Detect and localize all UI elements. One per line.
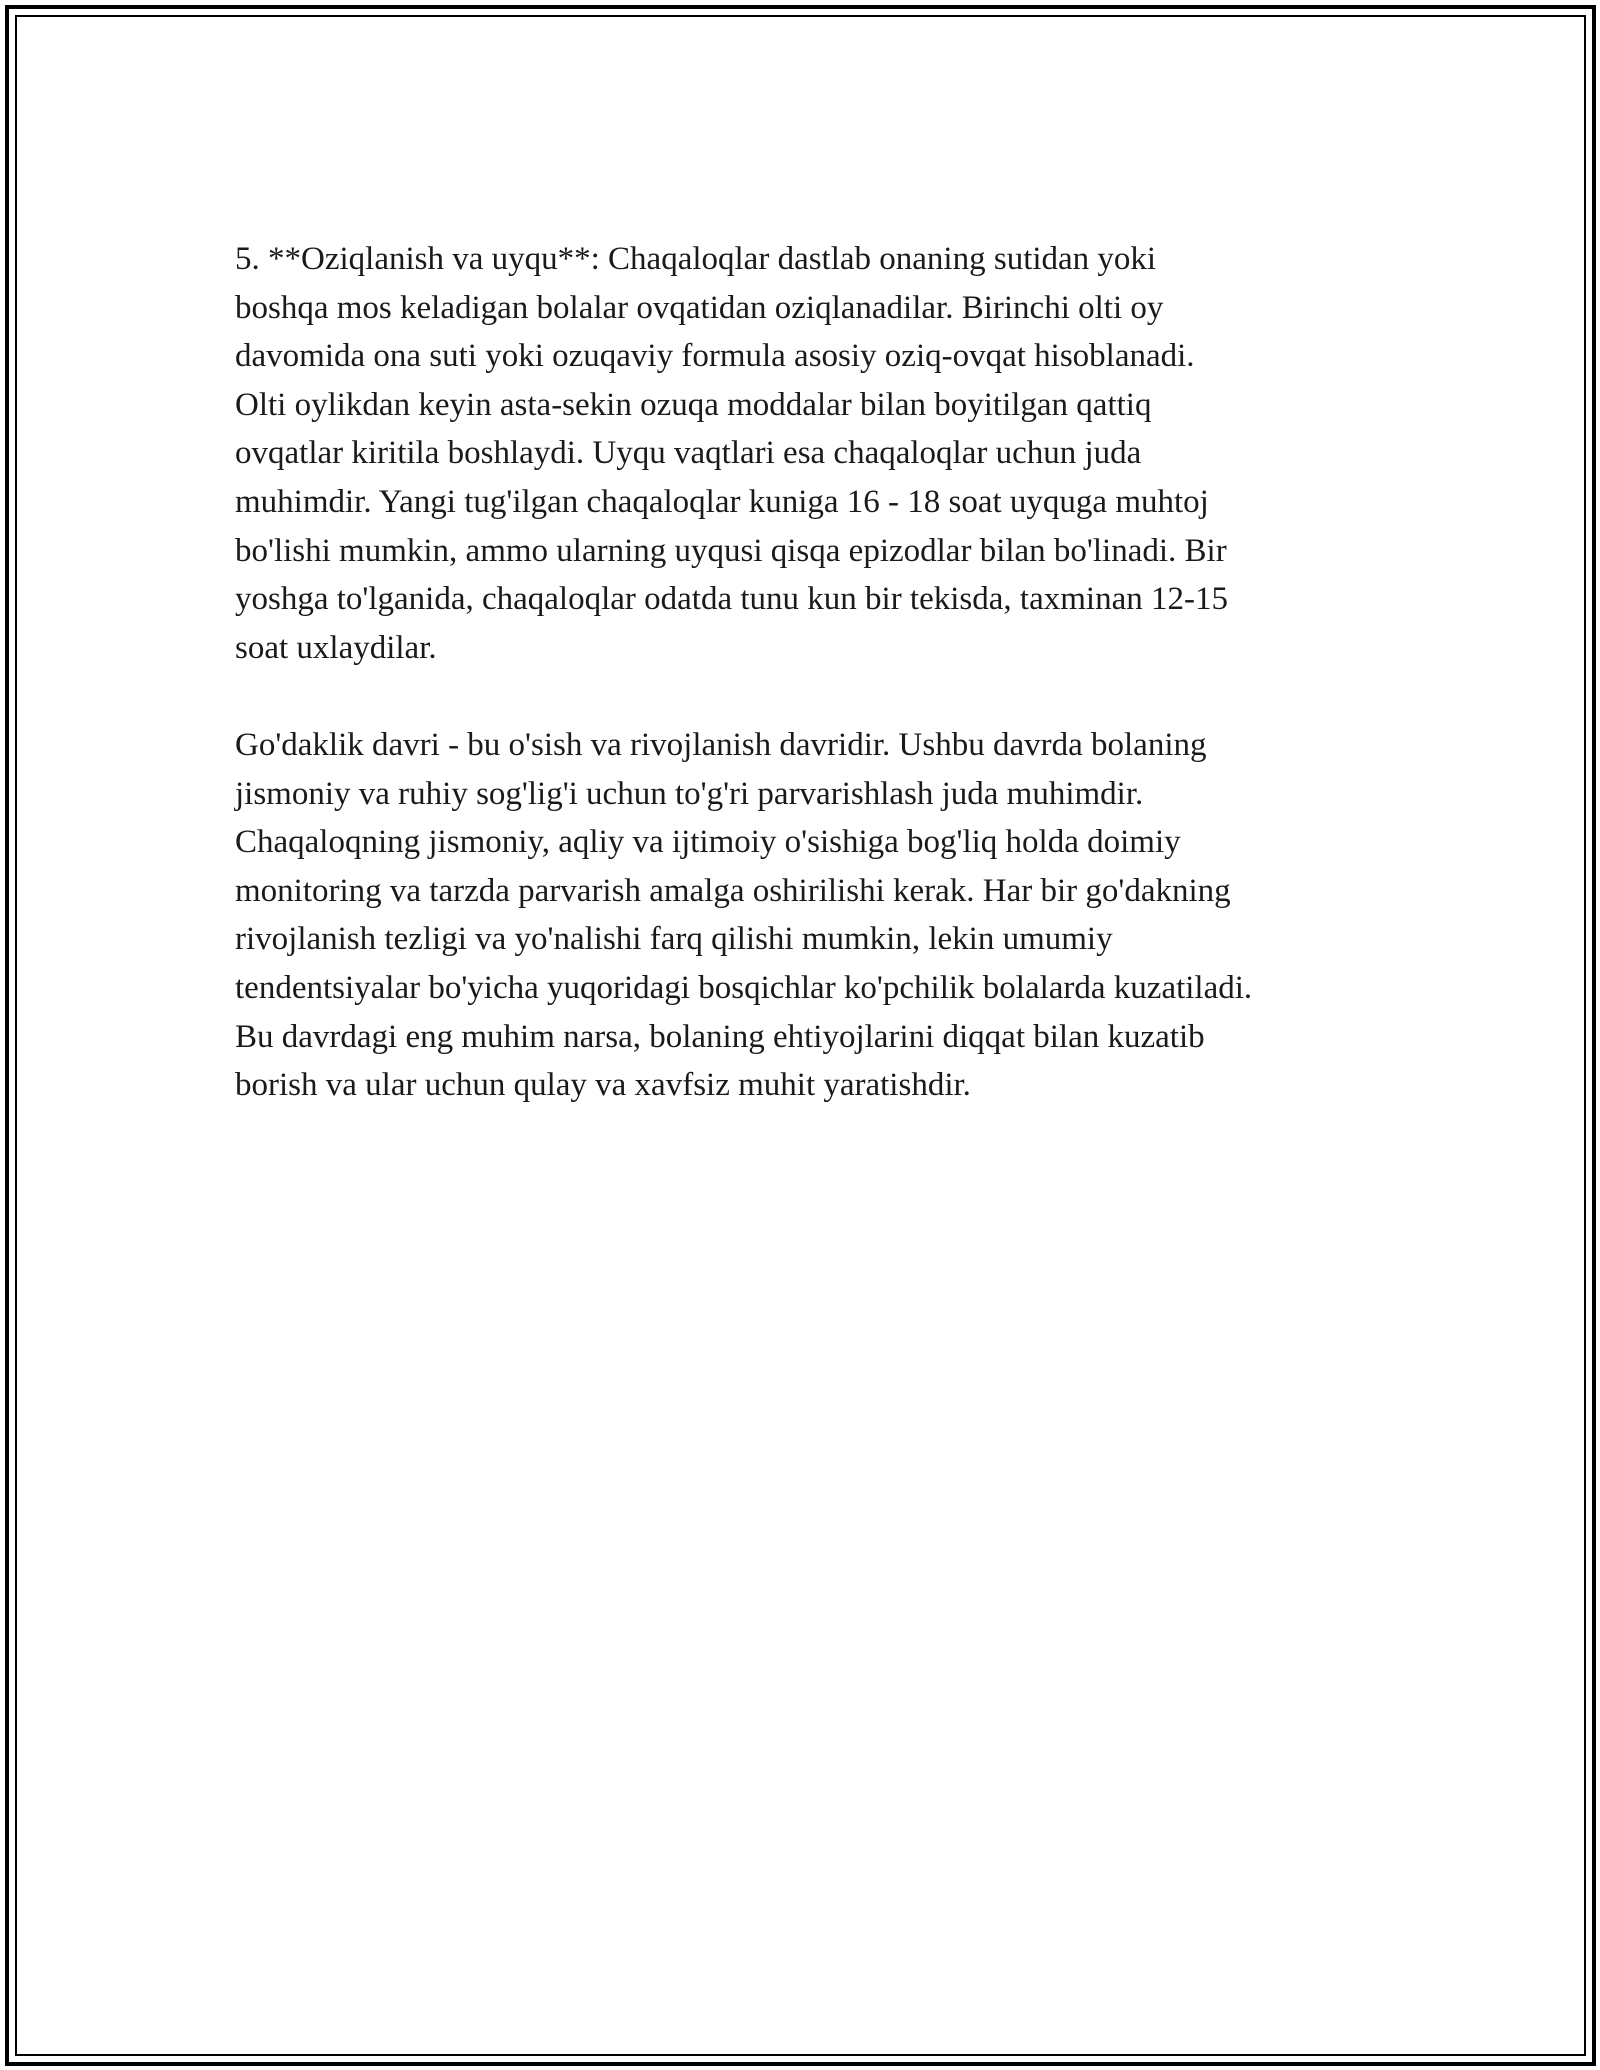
text-line: boshqa mos keladigan bolalar ovqatidan oziqlanadilar. Birinchi olti oy xyxy=(235,289,1164,326)
text-line: Olti oylikdan keyin asta-sekin ozuqa moddalar bilan boyitilgan qattiq xyxy=(235,386,1152,423)
text-line: yoshga to'lganida, chaqaloqlar odatda tunu kun bir tekisda, taxminan 12-15 xyxy=(235,581,1228,618)
document-body xyxy=(235,235,1395,1110)
text-line: 5. **Oziqlanish va uyqu**: Chaqaloqlar dastlab onaning sutidan yoki xyxy=(235,241,1157,277)
text-line: Go'daklik davri - bu o'sish va rivojlanish davridir. Ushbu davrda bolaning xyxy=(235,726,1207,763)
text-line: Chaqaloqning jismoniy, aqliy va ijtimoiy o'sishiga bog'liq holda doimiy xyxy=(235,824,1181,861)
paragraph-nutrition-sleep xyxy=(235,235,1395,672)
text-line: davomida ona suti yoki ozuqaviy formula asosiy oziq-ovqat hisoblanadi. xyxy=(235,338,1195,375)
text-line: rivojlanish tezligi va yo'nalishi farq qilishi mumkin, lekin umumiy xyxy=(235,921,1113,958)
paragraph-infancy-summary xyxy=(235,721,1395,1110)
text-line: tendentsiyalar bo'yicha yuqoridagi bosqichlar ko'pchilik bolalarda kuzatiladi. xyxy=(235,969,1253,1006)
text-line: soat uxlaydilar. xyxy=(235,629,437,666)
text-line: monitoring va tarzda parvarish amalga oshirilishi kerak. Har bir go'dakning xyxy=(235,872,1231,909)
text-line: bo'lishi mumkin, ammo ularning uyqusi qisqa epizodlar bilan bo'linadi. Bir xyxy=(235,532,1227,569)
text-line: muhimdir. Yangi tug'ilgan chaqaloqlar kuniga 16 - 18 soat uyquga muhtoj xyxy=(235,483,1209,520)
text-line: Bu davrdagi eng muhim narsa, bolaning ehtiyojlarini diqqat bilan kuzatib xyxy=(235,1018,1205,1055)
text-line: jismoniy va ruhiy sog'lig'i uchun to'g'ri parvarishlash juda muhimdir. xyxy=(235,775,1144,812)
text-line: borish va ular uchun qulay va xavfsiz muhit yaratishdir. xyxy=(235,1067,971,1104)
text-line: ovqatlar kiritila boshlaydi. Uyqu vaqtlari esa chaqaloqlar uchun juda xyxy=(235,435,1142,472)
